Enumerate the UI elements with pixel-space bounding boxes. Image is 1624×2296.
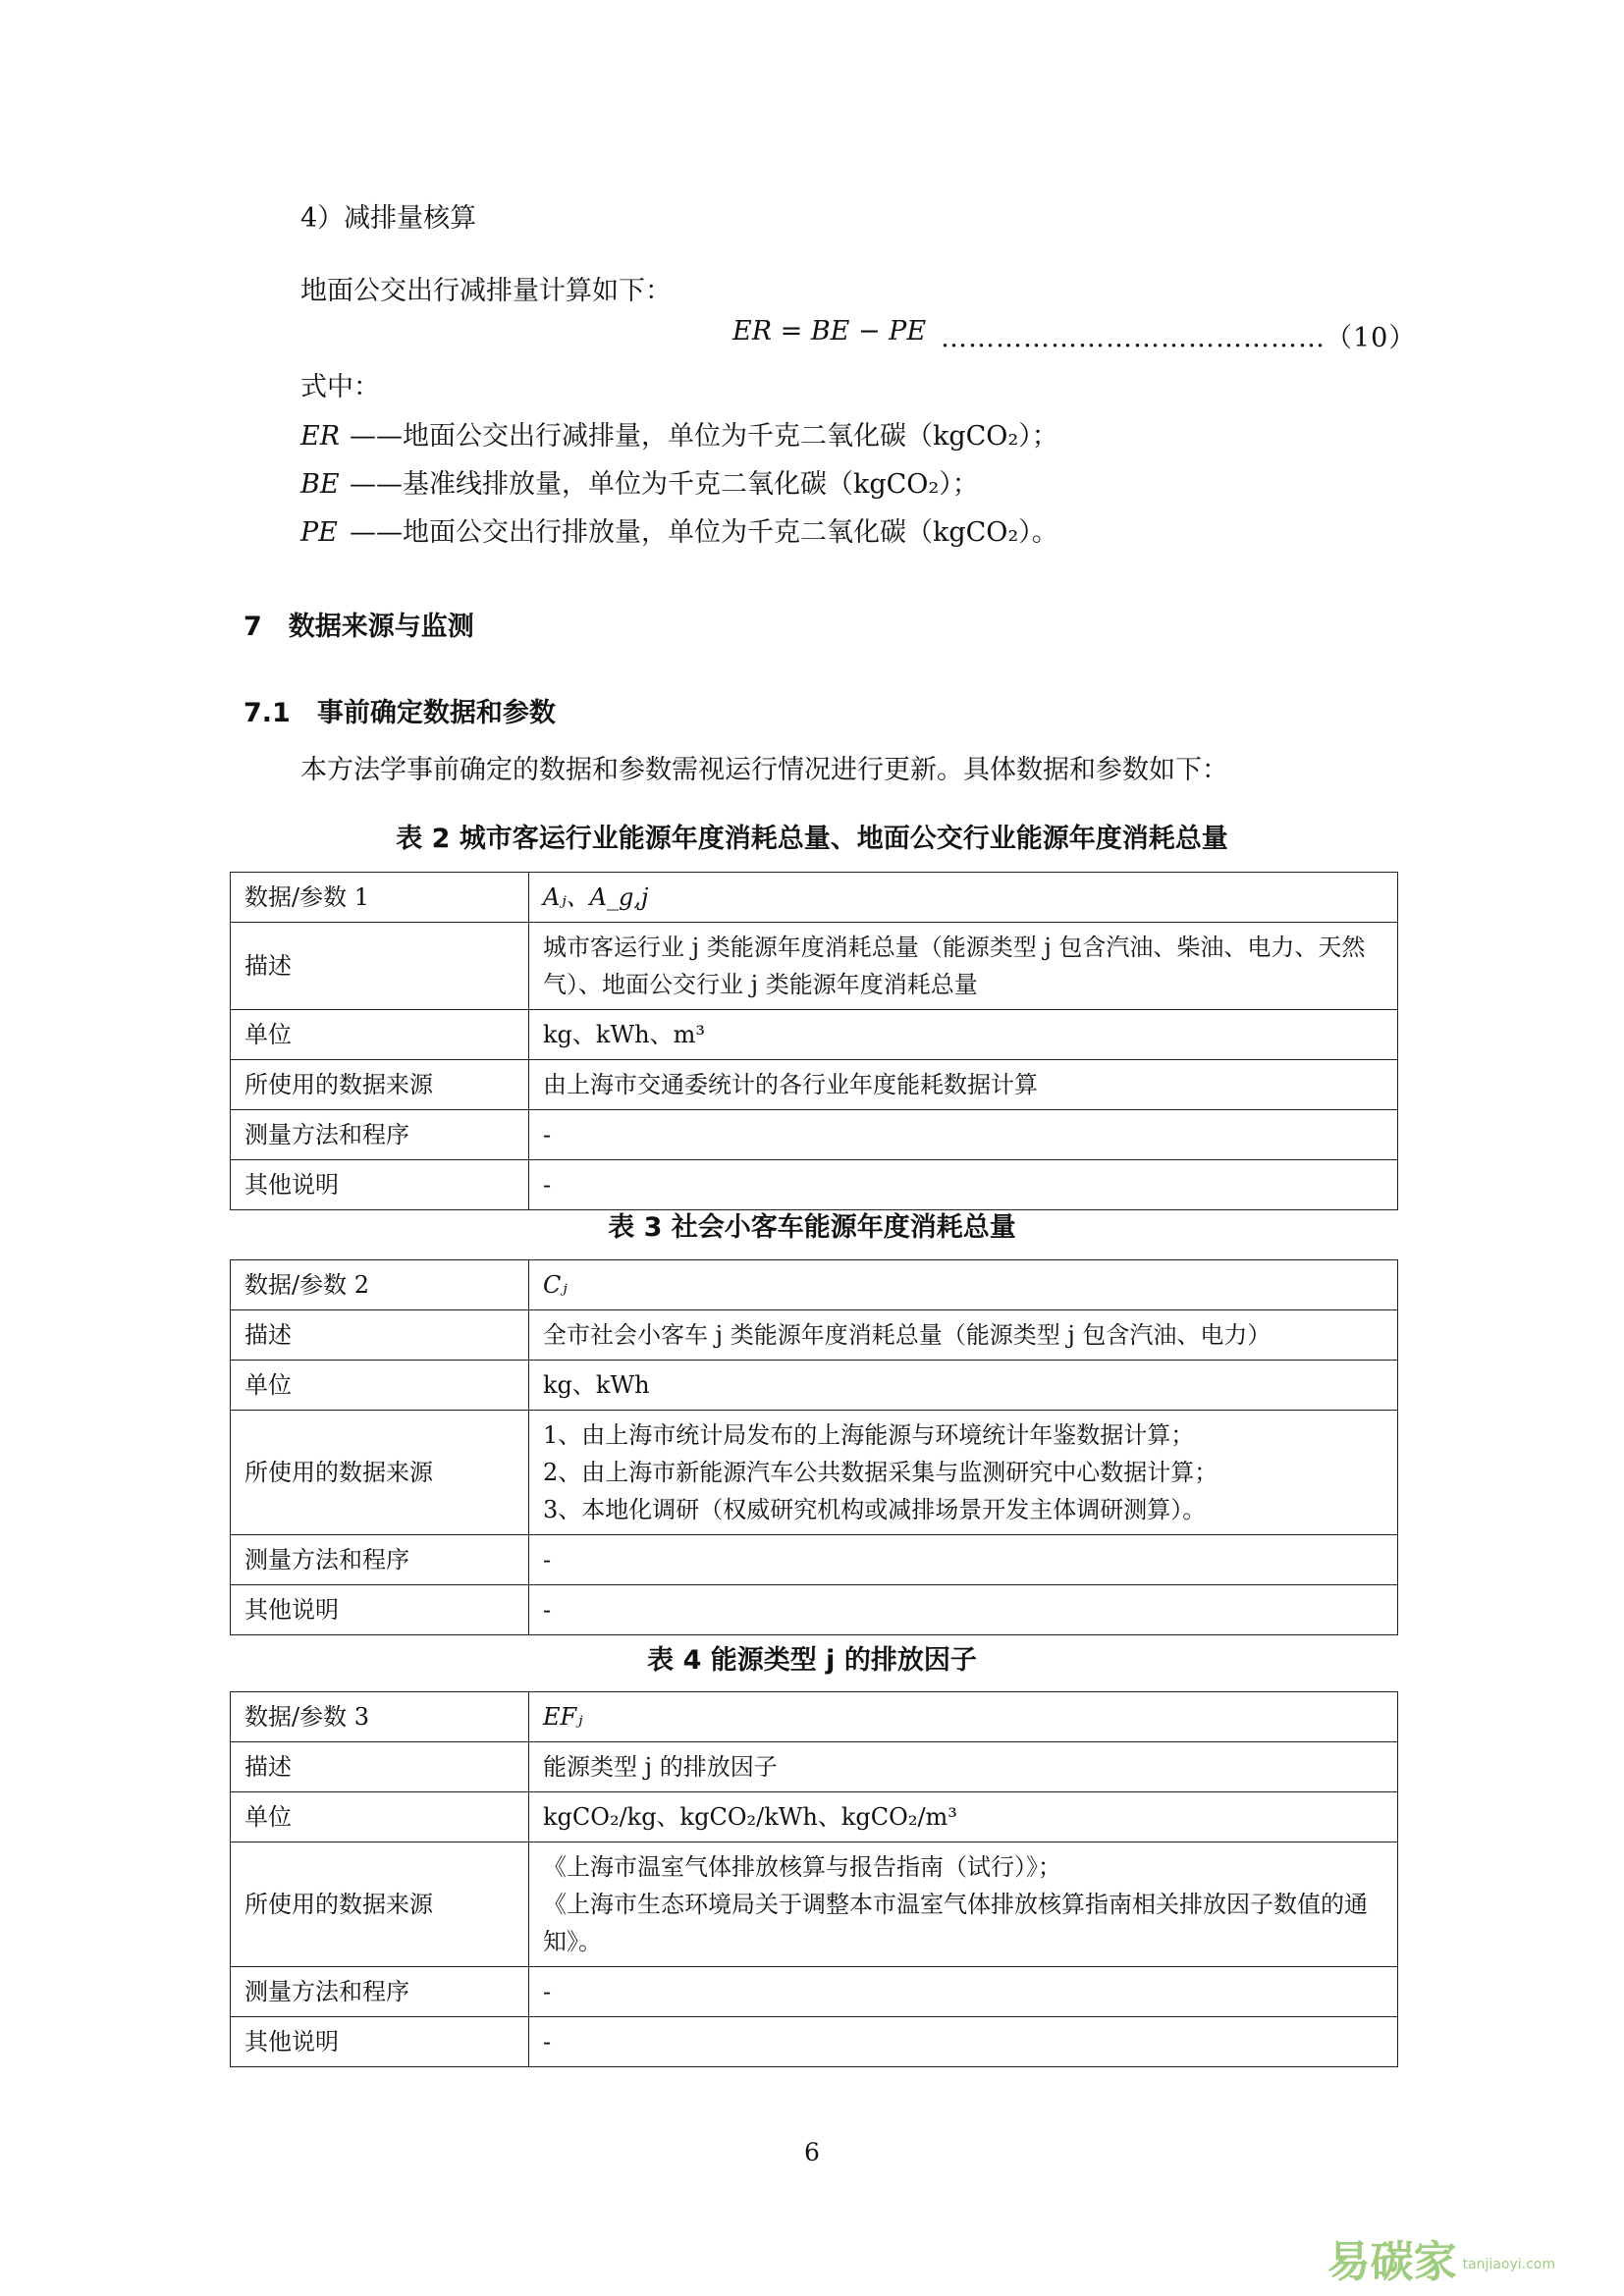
table-row <box>231 1792 1398 1842</box>
section-heading-reduction: 4）减排量核算 <box>300 203 477 234</box>
parameter-table <box>230 1691 1398 2067</box>
definition-pe <box>300 510 1058 549</box>
table-key: 其他说明 <box>231 1160 529 1210</box>
table-value: kg、kWh <box>529 1361 1398 1411</box>
definition-symbol: BE <box>300 469 340 500</box>
source-line: 《上海市生态环境局关于调整本市温室气体排放核算指南相关排放因子数值的通知》。 <box>543 1891 1368 1955</box>
section-heading-7-1: 7.1 事前确定数据和参数 <box>244 698 556 728</box>
definition-be <box>300 462 979 501</box>
table-row <box>231 1010 1398 1060</box>
table-value: - <box>529 1967 1398 2017</box>
table-value: - <box>529 1535 1398 1585</box>
formula: ER = BE − PE <box>732 316 927 347</box>
formula-dots: ……………………………………（10） <box>941 323 1417 353</box>
table-value: 全市社会小客车 j 类能源年度消耗总量（能源类型 j 包含汽油、电力） <box>529 1310 1398 1361</box>
table-key: 所使用的数据来源 <box>231 1842 529 1967</box>
definition-text: ——地面公交出行排放量，单位为千克二氧化碳（kgCO₂）。 <box>350 517 1058 548</box>
table-row <box>231 1535 1398 1585</box>
formula-number: （10） <box>1326 323 1417 353</box>
table-row <box>231 1260 1398 1310</box>
definition-symbol: PE <box>300 517 338 548</box>
table-key: 单位 <box>231 1361 529 1411</box>
table-key: 所使用的数据来源 <box>231 1411 529 1535</box>
definition-text: ——地面公交出行减排量，单位为千克二氧化碳（kgCO₂）； <box>350 421 1058 452</box>
watermark-logo <box>1327 2226 1555 2289</box>
table-value: Aⱼ、A_g,j <box>529 873 1398 923</box>
definition-text: ——基准线排放量，单位为千克二氧化碳（kgCO₂）； <box>350 469 979 500</box>
table-value: 城市客运行业 j 类能源年度消耗总量（能源类型 j 包含汽油、柴油、电力、天然气）、地面公交行业 j 类能源年度消耗总量 <box>529 923 1398 1010</box>
table-row <box>231 1967 1398 2017</box>
table-key: 测量方法和程序 <box>231 1110 529 1160</box>
section-heading-7: 7 数据来源与监测 <box>244 612 474 642</box>
parameter-table <box>230 1259 1398 1635</box>
table-key: 单位 <box>231 1792 529 1842</box>
source-line: 2、由上海市新能源汽车公共数据采集与监测研究中心数据计算； <box>543 1459 1218 1486</box>
watermark-text: 易碳家 <box>1326 2237 1457 2287</box>
table-row <box>231 1692 1398 1742</box>
table-row <box>231 1310 1398 1361</box>
where-label: 式中： <box>300 372 380 402</box>
table-key: 测量方法和程序 <box>231 1535 529 1585</box>
table-row <box>231 873 1398 923</box>
table-value: Cⱼ <box>529 1260 1398 1310</box>
source-line: 《上海市温室气体排放核算与报告指南（试行）》； <box>543 1853 1061 1881</box>
table-value: EFⱼ <box>529 1692 1398 1742</box>
table-key: 其他说明 <box>231 1585 529 1635</box>
table-value: - <box>529 1160 1398 1210</box>
table-row <box>231 1742 1398 1792</box>
parameter-table <box>230 872 1398 1210</box>
table-key: 数据/参数 1 <box>231 873 529 923</box>
table-key: 所使用的数据来源 <box>231 1060 529 1110</box>
definition-symbol: ER <box>300 421 341 452</box>
table-key: 其他说明 <box>231 2017 529 2067</box>
table-value: kgCO₂/kg、kgCO₂/kWh、kgCO₂/m³ <box>529 1792 1398 1842</box>
watermark-domain: tanjiaoyi.com <box>1462 2257 1555 2272</box>
table-value: - <box>529 1585 1398 1635</box>
table-key: 数据/参数 3 <box>231 1692 529 1742</box>
table-key: 单位 <box>231 1010 529 1060</box>
source-line: 1、由上海市统计局发布的上海能源与环境统计年鉴数据计算； <box>543 1421 1195 1449</box>
table-value: kg、kWh、m³ <box>529 1010 1398 1060</box>
table-key: 测量方法和程序 <box>231 1967 529 2017</box>
table-row <box>231 1842 1398 1967</box>
source-line: 3、本地化调研（权威研究机构或减排场景开发主体调研测算）。 <box>543 1496 1207 1523</box>
table-key: 描述 <box>231 1310 529 1361</box>
table-key: 描述 <box>231 923 529 1010</box>
table-caption: 表 4 能源类型 j 的排放因子 <box>647 1645 977 1676</box>
table-row <box>231 1585 1398 1635</box>
table-caption: 表 2 城市客运行业能源年度消耗总量、地面公交行业能源年度消耗总量 <box>396 824 1228 854</box>
table-value: 能源类型 j 的排放因子 <box>529 1742 1398 1792</box>
table-caption: 表 3 社会小客车能源年度消耗总量 <box>608 1212 1016 1243</box>
table-value <box>529 1411 1398 1535</box>
table-row <box>231 2017 1398 2067</box>
table-value: 由上海市交通委统计的各行业年度能耗数据计算 <box>529 1060 1398 1110</box>
table-value: - <box>529 1110 1398 1160</box>
formula-intro: 地面公交出行减排量计算如下： <box>300 276 672 306</box>
table-value <box>529 1842 1398 1967</box>
table-row <box>231 1411 1398 1535</box>
table-row <box>231 1361 1398 1411</box>
definition-er <box>300 414 1058 453</box>
table-row <box>231 1160 1398 1210</box>
table-key: 数据/参数 2 <box>231 1260 529 1310</box>
table-row <box>231 923 1398 1010</box>
page-number: 6 <box>804 2138 820 2166</box>
table-key: 描述 <box>231 1742 529 1792</box>
table-row <box>231 1060 1398 1110</box>
table-value: - <box>529 2017 1398 2067</box>
table-row <box>231 1110 1398 1160</box>
section-7-intro: 本方法学事前确定的数据和参数需视运行情况进行更新。具体数据和参数如下： <box>300 755 1228 785</box>
